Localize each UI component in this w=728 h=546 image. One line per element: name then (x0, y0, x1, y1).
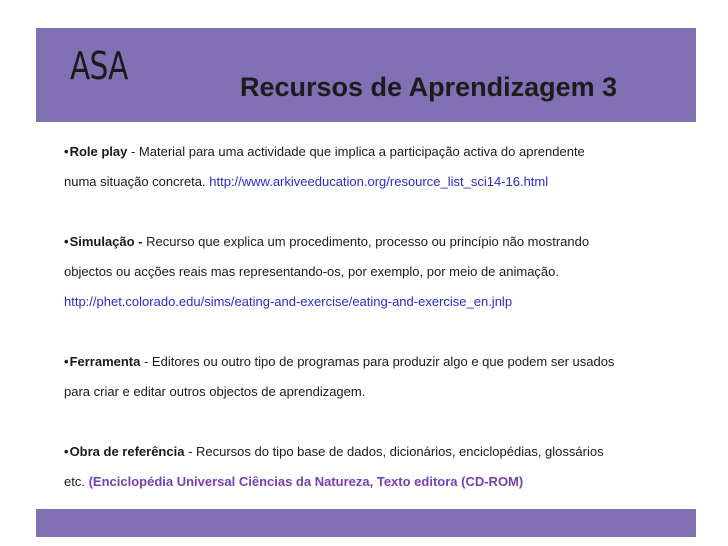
entry-role-play (64, 137, 704, 197)
entry-term: Ferramenta (69, 354, 141, 369)
bullet: • (64, 354, 69, 369)
reference-citation: (Enciclopédia Universal Ciências da Natureza, Texto editora (CD-ROM) (88, 474, 524, 489)
entry-description: - Material para uma actividade que implica a participação activa do aprendente (127, 144, 585, 159)
footer-band (36, 509, 696, 537)
entry-description: numa situação concreta. (64, 174, 210, 189)
resource-link[interactable]: http://www.arkiveeducation.org/resource_list_sci14-16.html (209, 174, 549, 189)
entry-line (64, 167, 704, 197)
bullet: • (64, 144, 69, 159)
entry-line (64, 437, 704, 467)
entry-ferramenta (64, 347, 704, 407)
header-band (36, 28, 696, 122)
entry-line (64, 227, 704, 257)
bullet: • (64, 444, 69, 459)
entry-simulacao (64, 227, 704, 317)
entry-description: Recurso que explica um procedimento, processo ou princípio não mostrando (146, 234, 590, 249)
entry-line (64, 347, 704, 377)
entry-line: objectos ou acções reais mas representando-os, por exemplo, por meio de animação. (64, 264, 559, 279)
entry-line (64, 287, 704, 317)
entry-term: Role play (69, 144, 128, 159)
asa-logo: ASA (70, 44, 128, 88)
bullet: • (64, 234, 69, 249)
entry-line: para criar e editar outros objectos de aprendizagem. (64, 384, 366, 399)
entry-description: - Editores ou outro tipo de programas para produzir algo e que podem ser usados (140, 354, 615, 369)
entry-term: Simulação - (69, 234, 147, 249)
entry-description: etc. (64, 474, 89, 489)
entry-line (64, 467, 704, 497)
entry-obra-de-referencia (64, 437, 704, 497)
entry-description: - Recursos do tipo base de dados, dicionários, enciclopédias, glossários (184, 444, 604, 459)
slide-title: Recursos de Aprendizagem 3 (240, 72, 618, 102)
slide-content (64, 137, 704, 497)
entry-term: Obra de referência (69, 444, 185, 459)
entry-line (64, 137, 704, 167)
resource-link[interactable]: http://phet.colorado.edu/sims/eating-and-exercise/eating-and-exercise_en.jnlp (64, 294, 513, 309)
